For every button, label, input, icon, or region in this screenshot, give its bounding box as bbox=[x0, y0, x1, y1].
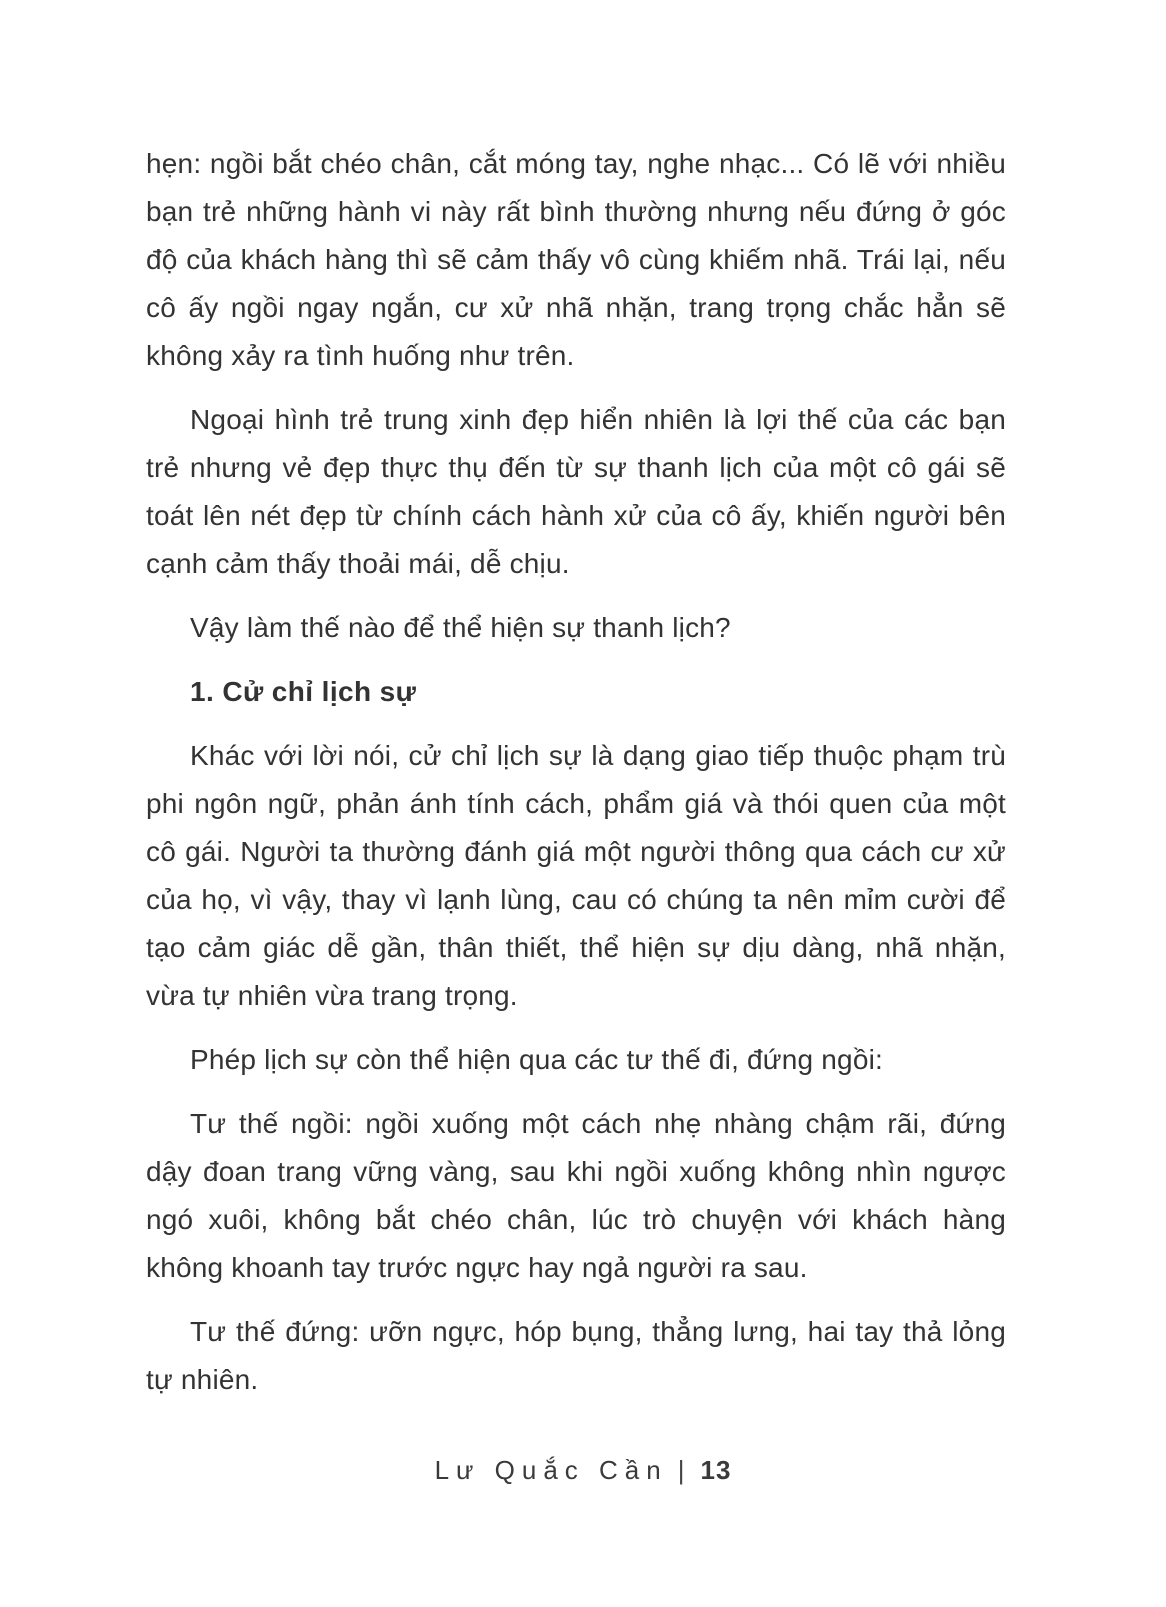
body-paragraph: Ngoại hình trẻ trung xinh đẹp hiển nhiên là lợi thế của các bạn trẻ nhưng vẻ đẹp thực thụ đến từ sự thanh lịch của một cô gái sẽ toát lên nét đẹp từ chính cách hành xử của cô ấy, khiến người bên cạnh cảm thấy thoải mái, dễ chịu. bbox=[146, 404, 1006, 579]
body-paragraph: Khác với lời nói, cử chỉ lịch sự là dạng giao tiếp thuộc phạm trù phi ngôn ngữ, phản ánh tính cách, phẩm giá và thói quen của một cô gái. Người ta thường đánh giá một người thông qua cách cư xử của họ, vì vậy, thay vì lạnh lùng, cau có chúng ta nên mỉm cười để tạo cảm giác dễ gần, thân thiết, thể hiện sự dịu dàng, nhã nhặn, vừa tự nhiên vừa trang trọng. bbox=[146, 740, 1006, 1011]
footer-page-number: 13 bbox=[700, 1455, 732, 1485]
section-heading: 1. Cử chỉ lịch sự bbox=[190, 676, 417, 707]
body-paragraph: Vậy làm thế nào để thể hiện sự thanh lịch? bbox=[190, 612, 731, 643]
page-footer bbox=[0, 1450, 1166, 1490]
body-paragraph: Tư thế đứng: ưỡn ngực, hóp bụng, thẳng lưng, hai tay thả lỏng tự nhiên. bbox=[146, 1316, 1006, 1395]
footer-separator: | bbox=[677, 1455, 685, 1485]
body-paragraph: Tư thế ngồi: ngồi xuống một cách nhẹ nhàng chậm rãi, đứng dậy đoan trang vững vàng, sau khi ngồi xuống không nhìn ngược ngó xuôi, không bắt chéo chân, lúc trò chuyện với khách hàng không khoanh tay trước ngực hay ngả người ra sau. bbox=[146, 1108, 1006, 1283]
page-content bbox=[146, 140, 1006, 1420]
footer-author: Lư Quắc Cần bbox=[434, 1455, 668, 1485]
body-paragraph: Phép lịch sự còn thể hiện qua các tư thế đi, đứng ngồi: bbox=[190, 1044, 883, 1075]
body-paragraph: hẹn: ngồi bắt chéo chân, cắt móng tay, nghe nhạc... Có lẽ với nhiều bạn trẻ những hành vi này rất bình thường nhưng nếu đứng ở góc độ của khách hàng thì sẽ cảm thấy vô cùng khiếm nhã. Trái lại, nếu cô ấy ngồi ngay ngắn, cư xử nhã nhặn, trang trọng chắc hẳn sẽ không xảy ra tình huống như trên. bbox=[146, 148, 1006, 371]
